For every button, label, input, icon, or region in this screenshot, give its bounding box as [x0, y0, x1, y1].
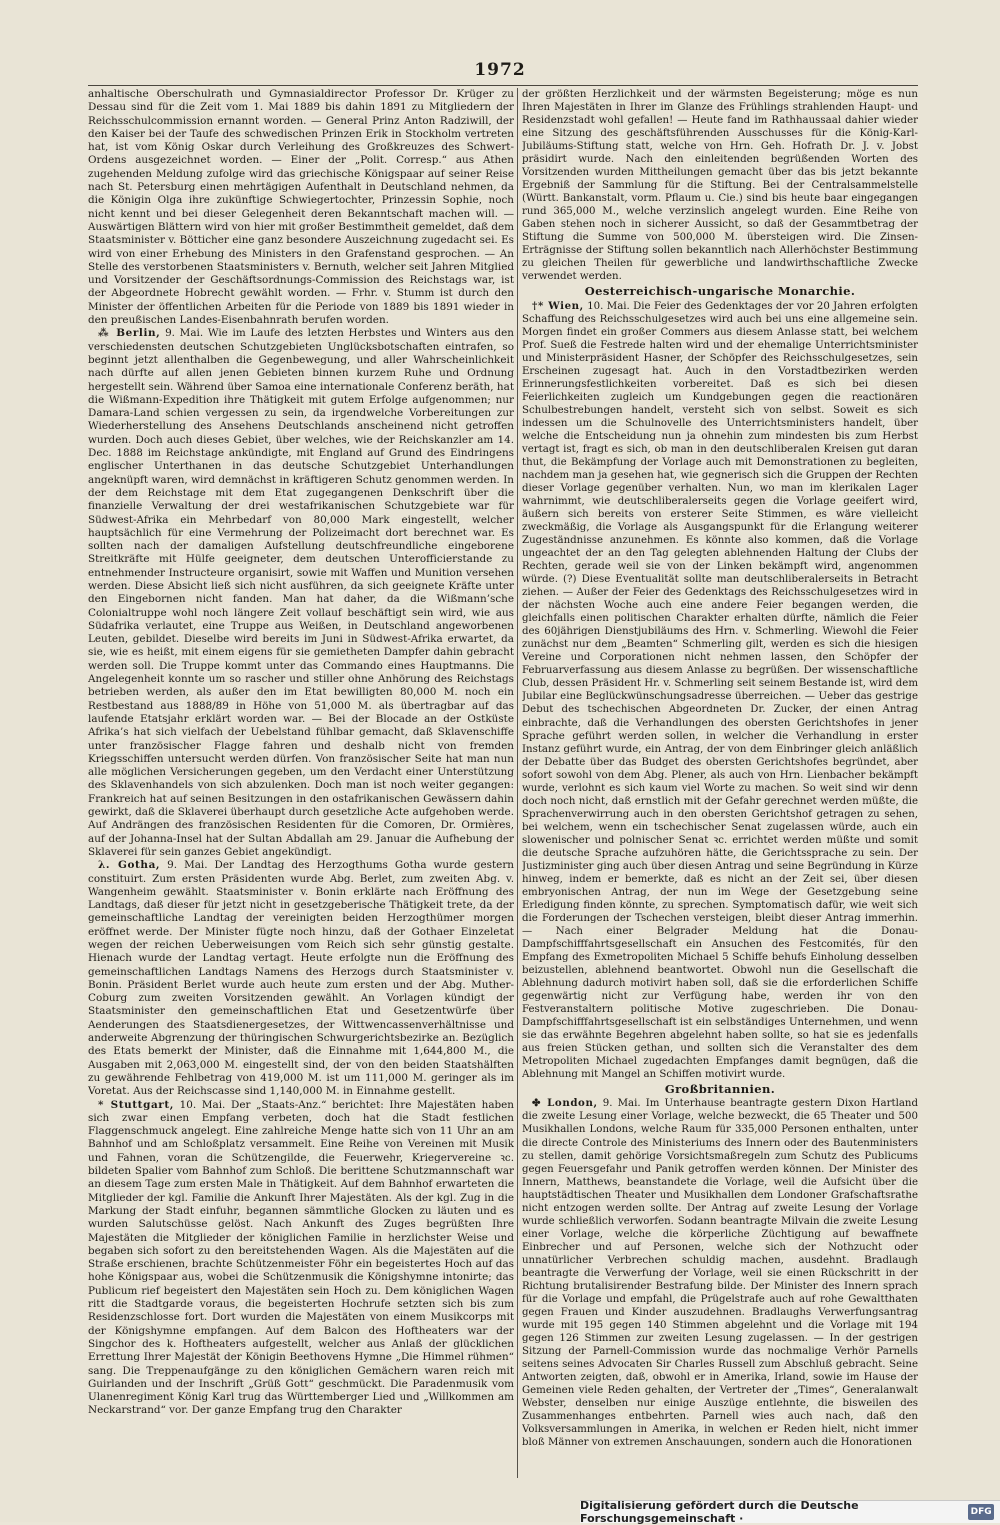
dateline: ✤ London,: [532, 1097, 598, 1110]
dateline: * Stuttgart,: [98, 1098, 174, 1111]
paragraph-text: 9. Mai. Der Landtag des Herzogthums Gotha wurde gestern constituirt. Zum ersten Präsidenten wurde Abg. Berlet, zum zweiten Abg. v. Wangenheim gewählt. Staatsminister v. Bonin erklärte nach Eröffnung des Landtags, daß dieser für jetzt nicht in gesetzgeberische Thätigkeit trete, da der gemeinschaftliche Landtag der vereinigten beiden Herzogthümer morgen eröffnet werde. Der Minister fügte noch hinzu, daß der Gothaer Einzeletat wegen der reichen Ueberweisungen vom Reich sich sehr günstig gestalte. Hienach wurde der Landtag vertagt. Heute erfolgte nun die Eröffnung des gemeinschaftlichen Landtags Namens des Herzogs durch Staatsminister v. Bonin. Präsident Berlet wurde auch heute zum ersten und der Abg. Muther-Coburg zum zweiten Vorsitzenden gewählt. An Vorlagen kündigt der Staatsminister den gemeinschaftlichen Etat und Gesetzentwürfe über Aenderungen des Staatsdienergesetzes, der Wittwencassenverhältnisse und anderweite Abgrenzung der thüringischen Schwurgerichtsbezirke an. Bezüglich des Etats bemerkt der Minister, daß die Einnahme mit 1,644,800 M., die Ausgaben mit 2,063,000 M. eingestellt sind, der von den beiden Staatshälften zu gewährende Fehlbetrag von 419,000 M. ist um 111,000 M. geringer als im Voretat. Aus der Reichscasse sind 1,140,000 M. in Einnahme gestellt.: [88, 859, 514, 1098]
dateline: †* Wien,: [532, 299, 584, 312]
section-heading: Großbritannien.: [664, 1082, 776, 1097]
left-column: [88, 88, 514, 1478]
article-paragraph: [88, 1099, 514, 1418]
page-number: 1972: [474, 60, 526, 80]
article-paragraph: [522, 1097, 918, 1449]
paragraph-text: 9. Mai. Im Unterhause beantragte gestern Dixon Hartland die zweite Lesung einer Vorlage, welche bezweckt, die 65 Theater und 500 Musikhallen Londons, welche Raum für 335,000 Personen enthalten, unter die directe Controle des Ministeriums des Innern oder des Bautenministers zu stellen, damit gehörige Vorsichtsmaßregeln zum Schutz des Publicums gegen Feuersgefahr und Panik getroffen werden können. Der Minister des Innern, Matthews, beanstandete die Vorlage, weil die Aufsicht über die hauptstädtischen Theater und Musikhallen dem Londoner Grafschaftsrathe nicht entzogen werden sollte. Der Antrag auf zweite Lesung der Vorlage wurde schließlich verworfen. Sodann beantragte Milvain die zweite Lesung einer Vorlage, welche die körperliche Züchtigung auf bewaffnete Einbrecher und auf Personen, welche sich der Nothzucht oder unnatürlicher Verbrechen schuldig machen, ausdehnt. Bradlaugh beantragte die Verwerfung der Vorlage, weil sie einen Rückschritt in der Richtung brutalisirender Bestrafung bilde. Der Minister des Innern sprach für die Vorlage und empfahl, die Prügelstrafe auch auf rohe Gewaltthaten gegen Frauen und Kinder auszudehnen. Bradlaughs Verwerfungsantrag wurde mit 195 gegen 140 Stimmen abgelehnt und die Vorlage mit 194 gegen 126 Stimmen zur zweiten Lesung zugelassen. — In der gestrigen Sitzung der Parnell-Commission wurde das nochmalige Verhör Parnells seitens seines Advocaten Sir Charles Russell zum Abschluß gebracht. Seine Antworten zeigten, daß, obwohl er in Amerika, Irland, sowie im Hause der Gemeinen viele Reden gehalten, der Vertreter der „Times“, Generalanwalt Webster, denselben nur einige Auszüge entlehnte, die bisweilen des Zusammenhanges entbehrten. Parnell wies auch nach, daß den Volksversammlungen in Amerika, in welchen er Reden hielt, nicht immer bloß Männer von extremen Anschauungen, sondern auch die Honorationen: [522, 1098, 918, 1449]
paragraph-text: der größten Herzlichkeit und der wärmsten Begeisterung; möge es nun Ihren Majestäten in Ihrer im Glanze des Frühlings strahlenden Haupt- und Residenzstadt wohl gefallen! — Heute fand im Rathhaussaal dahier wieder eine Sitzung des geschäftsführenden Ausschusses für die König-Karl-Jubiläums-Stiftung statt, welche von Hrn. Geh. Hofrath Dr. J. v. Jobst präsidirt wurde. Nach den einleitenden begrüßenden Worten des Vorsitzenden wurden Mittheilungen gemacht über das bis jetzt bekannte Ergebniß der Sammlung für die Stiftung. Bei der Centralsammelstelle (Württ. Bankanstalt, vorm. Pflaum u. Cie.) sind bis heute baar eingegangen rund 365,000 M., welche verzinslich angelegt wurden. Eine Reihe von Gaben stehen noch in sicherer Aussicht, so daß der Gesammtbetrag der Stiftung die Summe von 500,000 M. übersteigen wird. Die Zinsen-Erträgnisse der Stiftung sollen bekanntlich nach Allerhöchster Bestimmung zu gleichen Theilen für gewerbliche und landwirthschaftliche Zwecke verwendet werden.: [522, 89, 918, 283]
dateline: ⁂ Berlin,: [98, 327, 161, 340]
right-column: [522, 88, 918, 1478]
column-divider: [517, 88, 518, 1478]
header-rule: [88, 85, 918, 86]
footer-credit: Digitalisierung gefördert durch die Deutsche Forschungsgemeinschaft ·: [580, 1499, 859, 1525]
paragraph-text: 9. Mai. Wie im Laufe des letzten Herbstes und Winters aus den verschiedensten deutschen Schutzgebieten Unglücksbotschaften eintrafen, so beginnt jetzt allenthalben die Gegenbewegung, und aller Wahrscheinlichkeit nach dürfte auf allen jenen Gebieten binnen kurzem Ruhe und Ordnung hergestellt sein. Während über Samoa eine internationale Conferenz beräth, hat die Wißmann-Expedition ihre Thätigkeit mit gutem Erfolge aufgenommen; nur Damara-Land schien vergessen zu sein, da irgendwelche Vorbereitungen zur Wiederherstellung des Ansehens Deutschlands anscheinend nicht getroffen wurden. Doch auch dieses Gebiet, über welches, wie der Reichskanzler am 14. Dec. 1888 im Reichstage ankündigte, mit England auf Grund des Eindringens englischer Unterthanen in das deutsche Schutzgebiet Unterhandlungen angeknüpft waren, wird demnächst in kräftigeren Schutz genommen werden. In der dem Reichstage mit dem Etat zugegangenen Denkschrift über die finanzielle Verwaltung der drei westafrikanischen Schutzgebiete war für Südwest-Afrika ein Mehrbedarf von 80,000 Mark eingestellt, welcher hauptsächlich für eine Vermehrung der Polizeimacht dort berechnet war. Es sollten nach der damaligen Aufstellung deutschfreundliche eingeborene Streitkräfte mit Hülfe geeigneter, dem deutschen Unterofficierstande zu entnehmender Instructeure organisirt, sowie mit Waffen und Munition versehen werden. Diese Absicht ließ sich nicht ausführen, da sich geeignete Kräfte unter den Eingebornen nicht fanden. Man hat daher, da die Wißmann’sche Colonialtruppe wohl noch längere Zeit vollauf beschäftigt sein wird, wie aus Südafrika verlautet, eine Truppe aus Weißen, in Deutschland angeworbenen Leuten, gebildet. Dieselbe wird bereits im Juni in Südwest-Afrika erwartet, da sie, wie es heißt, mit einem eigens für sie gemietheten Dampfer dahin gebracht werden soll. Die Truppe kommt unter das Commando eines Hauptmanns. Die Angelegenheit konnte um so rascher und stiller ohne Anhörung des Reichstags betrieben werden, als außer den im Etat bewilligten 80,000 M. noch ein Restbestand aus 1888/89 in Höhe von 51,000 M. als übertragbar auf das laufende Etatsjahr erklärt worden war. — Bei der Blocade an der Ostküste Afrika’s hat sich vielfach der Uebelstand fühlbar gemacht, daß Sklavenschiffe unter französischer Flagge fahren und deshalb nicht von fremden Kriegsschiffen untersucht werden dürfen. Von französischer Seite hat man nun alle möglichen Versicherungen gegeben, um den Verdacht einer Unterstützung des Sklavenhandels von sich abzulenken. Doch man ist noch weiter gegangen: Frankreich hat auf seinen Besitzungen in den ostafrikanischen Gewässern dahin gewirkt, daß die Sklaverei überhaupt durch gesetzliche Acte aufgehoben werde. Auf Andrängen des französischen Residenten für die Comoren, Dr. Ormières, auf der Johanna-Insel hat der Sultan Abdallah am 29. Januar die Aufhebung der Sklaverei für sein ganzes Gebiet angekündigt.: [88, 327, 514, 858]
paragraph-text: 10. Mai. Die Feier des Gedenktages der vor 20 Jahren erfolgten Schaffung des Reichsschulgesetzes wird auch bei uns eine allgemeine sein. Morgen findet ein großer Commers aus diesem Anlasse statt, bei welchem Prof. Sueß die Festrede halten wird und der ehemalige Unterrichtsminister und Ministerpräsident Hasner, der Schöpfer des Reichsschulgesetzes, sein Erscheinen zugesagt hat. Auch in den Vorstadtbezirken werden Erinnerungsfestlichkeiten vorbereitet. Daß es sich bei diesen Feierlichkeiten zugleich um Kundgebungen gegen die reactionären Schulbestrebungen handelt, versteht sich von selbst. Soweit es sich indessen um die Schulnovelle des Unterrichtsministers handelt, über welche die Entscheidung nun ja ohnehin zum mindesten bis zum Herbst vertagt ist, fragt es sich, ob man in den deutschliberalen Kreisen gut daran thut, die Bekämpfung der Vorlage auch mit Demonstrationen zu begleiten, nachdem man ja gesehen hat, wie gegnerisch sich die Gruppen der Rechten dieser Vorlage gegenüber verhalten. Nun, wo man im klerikalen Lager wahrnimmt, wie deutschliberalerseits gegen die Vorlage geeifert wird, äußern sich bereits von ersterer Seite Stimmen, es wäre vielleicht zweckmäßig, die Vorlage als Ausgangspunkt für die Erlangung weiterer Zugeständnisse anzunehmen. Es könnte also kommen, daß die Vorlage ungeachtet der an den Tag gelegten ablehnenden Haltung der Clubs der Rechten, gerade weil sie von der Linken bekämpft wird, angenommen würde. (?) Diese Eventualität sollte man deutschliberalerseits in Betracht ziehen. — Außer der Feier des Gedenktags des Reichsschulgesetzes wird in der nächsten Woche auch eine andere Feier begangen werden, die gleichfalls einen politischen Charakter erhalten dürfte, nämlich die Feier des 60jährigen Dienstjubiläums des Hrn. v. Schmerling. Wiewohl die Feier zunächst nur dem „Beamten“ Schmerling gilt, werden es sich die hiesigen Vereine und Corporationen nicht nehmen lassen, den Schöpfer der Februarverfassung aus diesem Anlasse zu begrüßen. Der wissenschaftliche Club, dessen Präsident Hr. v. Schmerling seit seinem Bestande ist, wird dem Jubilar eine Beglückwünschungsadresse überreichen. — Ueber das gestrige Debut des tschechischen Abgeordneten Dr. Zucker, der einen Antrag einbrachte, daß die Verhandlungen des obersten Gerichtshofes in jener Sprache geführt werden sollen, in welcher die Verhandlung in erster Instanz geführt wurde, ein Antrag, der von dem Einbringer gleich anläßlich der Debatte über das Budget des obersten Gerichtshofes begründet, aber sofort sowohl von dem Abg. Plener, als auch von Hrn. Lienbacher bekämpft wurde, verlohnt es sich kaum viel Worte zu machen. So weit sind wir denn doch noch nicht, daß ernstlich mit der Gefahr gerechnet werden müßte, die Sprachenverwirrung auch in den obersten Gerichtshof getragen zu sehen, bei welchem, wenn ein tschechischer Senat zugelassen würde, auch ein slowenischer und polnischer Senat ꝛc. errichtet werden müßte und somit die deutsche Sprache aufzuhören hätte, die Gerichtssprache zu sein. Der Justizminister ging auch über diesen Antrag und seine Begründung in Kürze hinweg, indem er bemerkte, daß es nicht an der Zeit sei, über diesen embryonischen Antrag, der nun im Wege der Gesetzgebung seine Erledigung finden könnte, zu sprechen. Symptomatisch dafür, wie weit sich die Forderungen der Tschechen versteigen, bleibt dieser Antrag immerhin. — Nach einer Belgrader Meldung hat die Donau-Dampfschifffahrtsgesellschaft ein Ansuchen des Festcomités, für den Empfang des Exmetropoliten Michael 5 Schiffe behufs Einholung desselben beizustellen, ablehnend beantwortet. Obwohl nun die Gesellschaft die Ablehnung dadurch motivirt haben soll, daß sie die erforderlichen Schiffe gegenwärtig nicht zur Verfügung habe, werden ihr von den Festveranstaltern politische Motive zugeschrieben. Die Donau-Dampfschifffahrtsgesellschaft ist ein selbständiges Unternehmen, und wenn sie das erwähnte Begehren abgelehnt haben sollte, so hat sie es jedenfalls aus freien Stücken gethan, und sollten sich die Veranstalter des dem Metropoliten Michael zugedachten Empfanges damit begnügen, daß die Ablehnung mit Mangel an Schiffen motivirt wurde.: [522, 300, 918, 1081]
article-paragraph: [522, 88, 918, 283]
section-heading: Oesterreichisch-ungarische Monarchie.: [584, 284, 856, 299]
paragraph-text: 10. Mai. Der „Staats-Anz.“ berichtet: Ihre Majestäten haben sich zwar einen Empfang verbeten, doch hat die Stadt festlichen Flaggenschmuck angelegt. Eine zahlreiche Menge hatte sich von 11 Uhr an am Bahnhof und am Schloßplatz versammelt. Eine Reihe von Vereinen mit Musik und Fahnen, voran die Schützengilde, die Feuerwehr, Kriegervereine ꝛc. bildeten Spalier vom Bahnhof zum Schloß. Die berittene Schutzmannschaft war an diesem Tage zum ersten Male in Thätigkeit. Auf dem Bahnhof erwarteten die Mitglieder der kgl. Familie die Ankunft Ihrer Majestäten. Als der kgl. Zug in die Markung der Stadt einfuhr, begannen sämmtliche Glocken zu läuten und es wurden Salutschüsse gelöst. Nach Ankunft des Zuges begrüßten Ihre Majestäten die Mitglieder der königlichen Familie in herzlichster Weise und begaben sich sofort zu den bereitstehenden Wagen. Als die Majestäten auf die Straße erschienen, brachte Schützenmeister Föhr ein begeistertes Hoch auf das hohe Königspaar aus, wobei die Schützenmusik die Königshymne intonirte; das Publicum rief begeistert den Majestäten sein Hoch zu. Dem königlichen Wagen ritt die Stadtgarde voraus, die begeisterten Hochrufe setzten sich bis zum Residenzschlosse fort. Dort wurden die Majestäten von einem Musikcorps mit der Königshymne empfangen. Auf dem Balcon des Hoftheaters war der Singchor des k. Hoftheaters aufgestellt, welcher aus Anlaß der glücklichen Errettung Ihrer Majestät der Königin Beethovens Hymne „Die Himmel rühmen“ sang. Die Treppenaufgänge zu den königlichen Gemächern waren reich mit Guirlanden und der Inschrift „Grüß Gott“ geschmückt. Die Paradenmusik vom Ulanenregiment König Karl trug das Württemberger Lied und „Willkommen am Neckarstrand“ vor. Der ganze Empfang trug den Charakter: [88, 1098, 514, 1417]
paragraph-text: anhaltische Oberschulrath und Gymnasialdirector Professor Dr. Krüger zu Dessau sind für die Zeit vom 1. Mai 1889 bis dahin 1891 zu Mitgliedern der Reichsschulcommission ernannt worden. — General Prinz Anton Radziwill, der den Kaiser bei der Taufe des schwedischen Prinzen Erik in Stockholm vertreten hat, ist vom König Oskar durch Verleihung des Großkreuzes des Schwert-Ordens ausgezeichnet worden. — Einer der „Polit. Corresp.“ aus Athen zugehenden Meldung zufolge wird das griechische Königspaar auf seiner Reise nach St. Petersburg einen mehrtägigen Aufenthalt in Deutschland nehmen, da die Königin Olga ihre zukünftige Schwiegertochter, Prinzessin Sophie, noch nicht kennt und bei dieser Gelegenheit deren Bekanntschaft machen will. — Auswärtigen Blättern wird von hier mit großer Bestimmtheit gemeldet, daß dem Staatsminister v. Bötticher eine ganz besondere Auszeichnung zugedacht sei. Es wird von einer Erhebung des Ministers in den Grafenstand gesprochen. — An Stelle des verstorbenen Staatsministers v. Bernuth, welcher seit Jahren Mitglied und Vorsitzender der Geschäftsordnungs-Commission des Reichstags war, ist der Abgeordnete Hobrecht gewählt worden. — Frhr. v. Stumm ist durch den Minister der öffentlichen Arbeiten für die Periode von 1889 bis 1891 wieder in den preußischen Landes-Eisenbahnrath berufen worden.: [88, 88, 514, 327]
article-paragraph: [522, 300, 918, 1082]
article-paragraph: [88, 327, 514, 859]
article-paragraph: [88, 859, 514, 1098]
dateline: λ. Gotha,: [98, 859, 161, 872]
article-paragraph: [88, 88, 514, 327]
digitization-footer: [580, 1500, 1000, 1523]
dfg-logo: DFG: [968, 1504, 994, 1520]
